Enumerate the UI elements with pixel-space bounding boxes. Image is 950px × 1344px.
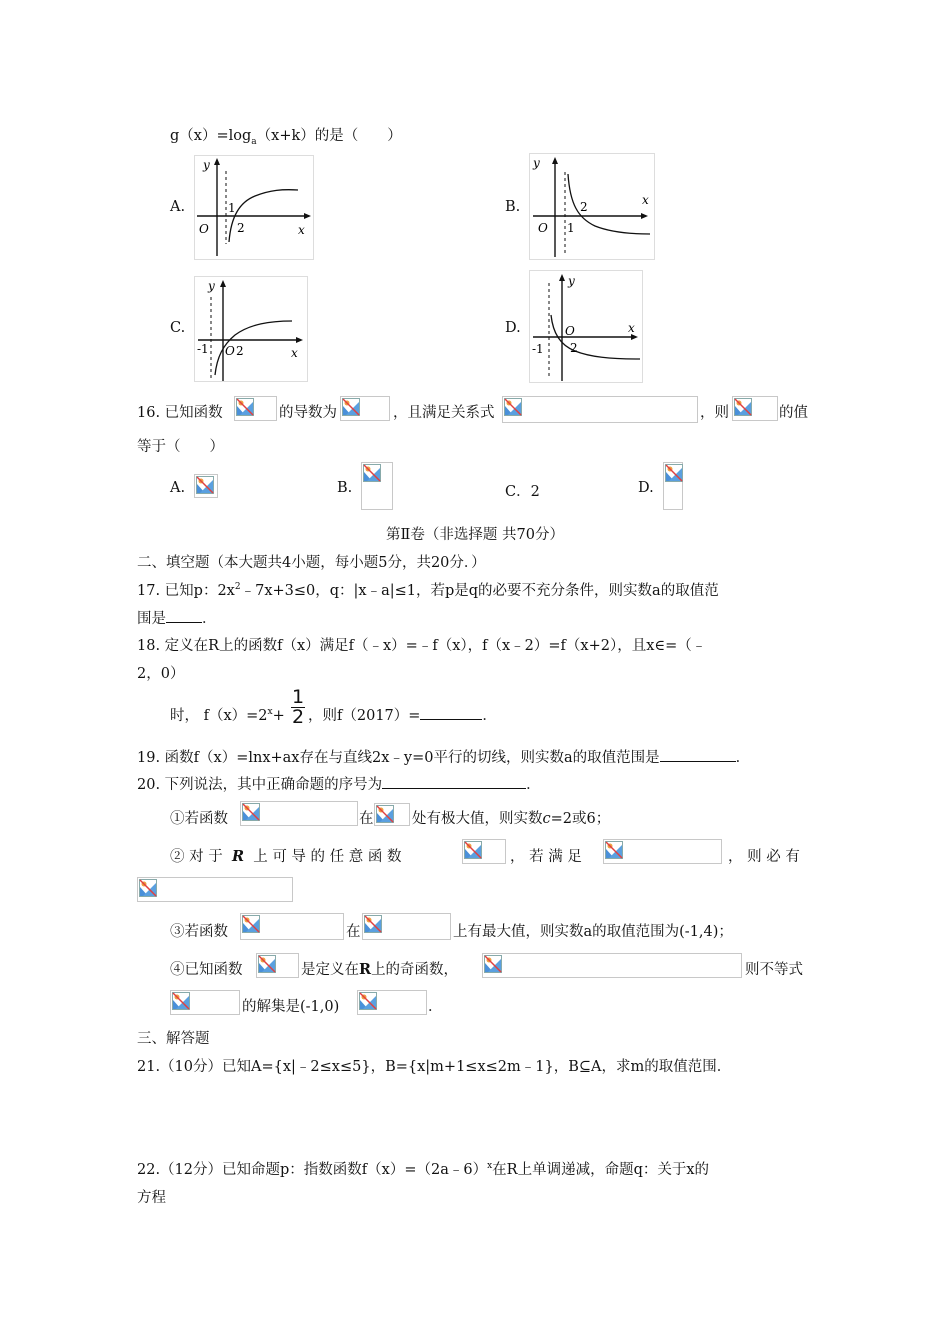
origin-label: O — [538, 221, 548, 235]
q20-statement-4-b: 是定义在R上的奇函数， — [301, 961, 459, 978]
q16-option-d-image — [663, 462, 683, 510]
q17-line-2: 围是 ． — [137, 607, 217, 628]
q15-graph-d[interactable] — [529, 270, 643, 383]
q18-answer-blank[interactable] — [420, 704, 482, 720]
broken-image-icon — [342, 398, 360, 416]
q20-statement-3-b: 在 — [346, 924, 361, 940]
q20-s2-formula-1 — [462, 839, 506, 864]
fill-in-header: 二、填空题（本大题共4小题，每小题5分，共20分．） — [137, 555, 486, 571]
tick-label: -1 — [532, 342, 544, 356]
axis-x-label: x — [291, 346, 298, 360]
q16-text-3: ，且满足关系式 — [393, 405, 495, 421]
q15-option-a-label[interactable]: A. — [170, 199, 186, 215]
q20-statement-2-b: ， 若 满 足 — [510, 849, 582, 865]
q18-line-3-tail: ，则f（2017）= ． — [308, 704, 497, 725]
axis-x-label: x — [642, 193, 649, 207]
broken-image-icon — [364, 915, 382, 933]
axis-y-label: y — [568, 274, 575, 288]
q15-option-c-label[interactable]: C. — [170, 320, 186, 336]
broken-image-icon — [734, 398, 752, 416]
q18-fraction: 1 2 — [291, 686, 305, 728]
q20-statement-3-c: 上有最大值，则实数a的取值范围为(-1,4)； — [453, 924, 733, 940]
q20-statement-4-a: ④已知函数 — [170, 962, 243, 978]
q18-line-1: 18. 定义在R上的函数f（x）满足f（﹣x）=﹣f（x），f（x﹣2）=f（x+2），且x∈=（﹣ — [137, 638, 707, 654]
q20-s4-formula-1 — [256, 953, 299, 978]
q16-option-b[interactable]: B. — [337, 480, 353, 496]
origin-label: O — [565, 324, 575, 338]
axis-y-label: y — [208, 279, 215, 293]
q15-graph-a[interactable] — [194, 155, 314, 260]
q20-statement-1-c: 处有极大值，则实数c=2或6； — [412, 811, 611, 827]
broken-image-icon — [363, 464, 381, 482]
tick-label: -1 — [197, 342, 209, 356]
q15-option-d-label[interactable]: D. — [505, 320, 521, 336]
section-2-title: 第Ⅱ卷（非选择题 共70分） — [386, 527, 564, 543]
axis-y-label: y — [203, 158, 210, 172]
broken-image-icon — [376, 805, 394, 823]
q16-text-5: 的值 — [779, 405, 808, 421]
broken-image-icon — [504, 398, 522, 416]
q16-option-c[interactable]: C．2 — [505, 484, 540, 500]
broken-image-icon — [172, 992, 190, 1010]
q15-graph-c[interactable] — [194, 276, 308, 382]
q20-s4-formula-3 — [170, 990, 240, 1015]
q18-line-2: 2，0） — [137, 666, 185, 682]
broken-image-icon — [242, 915, 260, 933]
tick-label: 2 — [236, 344, 244, 358]
q17-line-1: 17. 已知p：$2x^2﹣7x+3\le 0$，q：|x﹣a|≤1，若p是q的必要不充分条件，则实数a的取值范 — [137, 582, 719, 599]
answer-section-header: 三、解答题 — [137, 1031, 210, 1047]
q20-statement-3-a: ③若函数 — [170, 924, 228, 940]
broken-image-icon — [236, 398, 254, 416]
origin-label: O — [199, 222, 209, 236]
q16-text-1: 16. 已知函数 — [137, 405, 223, 421]
q19-answer-blank[interactable] — [660, 746, 736, 762]
q20-answer-blank[interactable] — [382, 773, 526, 789]
q16-option-a[interactable]: A. — [170, 480, 186, 496]
q15-graph-b[interactable] — [529, 153, 655, 260]
q20-s1-formula-1 — [240, 801, 358, 826]
broken-image-icon — [242, 803, 260, 821]
q16-formula-image-1 — [234, 396, 277, 421]
q16-text-4: ，则 — [700, 405, 729, 421]
tick-label: 1 — [228, 201, 236, 215]
q20-statement-1-b: 在 — [359, 811, 374, 827]
q16-text-2: 的导数为 — [279, 405, 337, 421]
tick-label: 1 — [567, 221, 575, 235]
broken-image-icon — [139, 879, 157, 897]
axis-x-label: x — [628, 321, 635, 335]
q16-option-d[interactable]: D. — [638, 480, 654, 496]
axis-y-label: y — [533, 156, 540, 170]
broken-image-icon — [359, 992, 377, 1010]
q21-text: 21.（10分）已知A={x|﹣2≤x≤5}，B={x|m+1≤x≤2m﹣1}，B⊆A，求m的取值范围． — [137, 1059, 732, 1075]
q20-s4-formula-2 — [482, 953, 742, 978]
q20-s2-formula-3 — [137, 877, 293, 902]
q16-option-a-image — [194, 474, 218, 498]
q20-statement-2-a: ② 对 于 R 上 可 导 的 任 意 函 数 — [170, 848, 402, 865]
q20-s4-formula-4 — [357, 990, 427, 1015]
q16-option-b-image — [361, 462, 393, 510]
q20-s2-formula-2 — [603, 839, 722, 864]
q19-line: 19. 函数f（x）=lnx+ax存在与直线2x﹣y=0平行的切线，则实数a的取值范围是 ． — [137, 746, 750, 767]
tick-label: 2 — [237, 221, 245, 235]
tick-label: 2 — [580, 200, 588, 214]
axis-x-label: x — [298, 223, 305, 237]
q20-s1-formula-2 — [374, 803, 410, 826]
origin-label: O — [225, 344, 235, 358]
q20-s3-formula-2 — [362, 913, 451, 940]
q20-statement-4-c: 则不等式 — [745, 962, 803, 978]
broken-image-icon — [464, 841, 482, 859]
q17-answer-blank[interactable] — [166, 607, 202, 623]
broken-image-icon — [665, 464, 683, 482]
q16-formula-image-2 — [340, 396, 390, 421]
broken-image-icon — [605, 841, 623, 859]
q15-stem: $g(x)=\log_a(x+k)$的是（ ） — [170, 128, 402, 147]
broken-image-icon — [258, 955, 276, 973]
q20-statement-4-d: 的解集是(-1,0) — [242, 999, 340, 1015]
q16-formula-image-4 — [732, 396, 778, 421]
q20-statement-2-c: ， 则 必 有 — [728, 849, 800, 865]
q20-statement-1-a: ①若函数 — [170, 811, 228, 827]
broken-image-icon — [484, 955, 502, 973]
q16-text-6: 等于（ ） — [137, 439, 224, 455]
q20-statement-4-e: ． — [428, 999, 443, 1015]
q20-line: 20. 下列说法，其中正确命题的序号为 ． — [137, 773, 541, 794]
q22-line-2: 方程 — [137, 1190, 166, 1206]
q20-s3-formula-1 — [240, 913, 344, 940]
q16-formula-image-3 — [502, 396, 698, 423]
q22-line-1: 22.（12分）已知命题p：指数函数f（x）=（2a﹣6）$^x$在R上单调递减，命题q：关于x的 — [137, 1161, 710, 1178]
tick-label: 2 — [570, 341, 578, 355]
q18-line-3: 时， $f(x)=2^x+$ — [170, 707, 285, 724]
broken-image-icon — [196, 476, 214, 494]
q15-option-b-label[interactable]: B. — [505, 199, 521, 215]
